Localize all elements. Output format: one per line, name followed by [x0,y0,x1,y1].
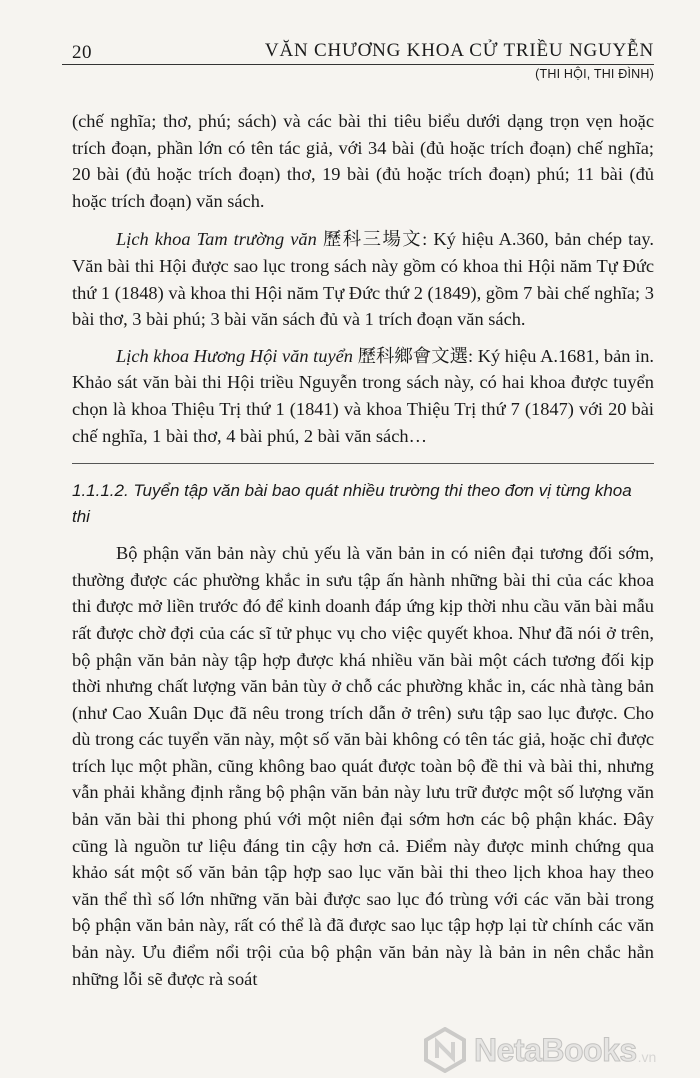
page-header [62,30,654,82]
section-heading: 1.1.1.2. Tuyển tập văn bài bao quát nhiều trường thi theo đơn vị từng khoa thi [72,463,654,530]
paragraph-2 [72,226,654,332]
book-title-huong-hoi-van-tuyen: Lịch khoa Hương Hội văn tuyển [116,345,353,366]
watermark [422,1024,690,1076]
page-body [72,108,654,992]
watermark-suffix: .vn [637,1049,657,1065]
paragraph-1: (chế nghĩa; thơ, phú; sách) và các bài thi tiêu biểu dưới dạng trọn vẹn hoặc trích đoạn, phần lớn có tên tác giả, với 34 bài (đủ hoặc trích đoạn) chế nghĩa; 20 bài (đủ hoặc trích đoạn) thơ, 19 bài (đủ hoặc trích đoạn) phú; 11 bài (đủ hoặc trích đoạn) văn sách. [72,111,654,211]
running-title: VĂN CHƯƠNG KHOA CỬ TRIỀU NGUYỄN [264,40,654,61]
paragraph-3-text: 歷科鄉會文選: Ký hiệu A.1681, bản in. Khảo sát văn bài thi Hội triều Nguyễn trong sách này, có hai khoa được tuyển chọn là khoa Thiệu Trị thứ 1 (1841) và khoa Thiệu Trị thứ 7 (1847) với 20 bài chế nghĩa, 1 bài thơ, 4 bài phú, 2 bài văn sách… [72,345,654,446]
paragraph-4: Bộ phận văn bản này chủ yếu là văn bản in có niên đại tương đối sớm, thường được các phường khắc in sưu tập ấn hành những bài thi của các khoa thi được mở liền trước đó để kinh doanh đáp ứng kịp thời nhu cầu văn bài mẫu rất được chờ đợi của các sĩ tử phục vụ cho việc quyết khoa. Như đã nói ở trên, bộ phận văn bản này tập hợp được khá nhiều văn bài một cách tương đối kịp thời nhưng chất lượng văn bản tùy ở chỗ các phường khắc in, các nhà tàng bản (như Cao Xuân Dục đã nêu trong trích dẫn ở trên) sưu tập sao lục được. Cho dù trong các tuyển văn này, một số văn bài không có tên tác giả, hoặc chỉ được trích lục một phần, cũng không bao quát được toàn bộ đề thi và bài thi, nhưng vẫn phải khẳng định rằng bộ phận văn bản này lưu trữ được một số lượng văn bản văn bài thi phong phú với một niên đại sớm hơn các bộ phận khác. Đây cũng là nguồn tư liệu đáng tin cậy hơn cả. Điểm này được minh chứng qua khảo sát một số văn bản tập hợp sao lục văn bài thi theo lịch khoa hay theo văn thể thì số lớn những văn bài được sao lục đó trùng với các văn bài trong bộ phận văn bản này, rất có thể là đã được sao lục tập hợp lại từ chính các văn bản này. Ưu điểm nổi trội của bộ phận văn bản này là bản in nên chắc hẳn những lỗi sẽ được rà soát [72,543,654,989]
paragraph-3 [72,343,654,449]
paragraph-2-text: 歷科三場文: Ký hiệu A.360, bản chép tay. Văn bài thi Hội được sao lục trong sách này gồm có khoa thi Hội năm Tự Đức thứ 1 (1848) và khoa thi Hội năm Tự Đức thứ 2 (1849), gồm 7 bài chế nghĩa; 3 bài thơ, 3 bài phú; 3 bài văn sách đủ và 1 trích đoạn văn sách. [72,229,655,330]
page-number: 20 [72,42,92,63]
header-divider [62,64,654,65]
watermark-brand: NetaBooks [474,1031,637,1068]
book-title-tam-truong-van: Lịch khoa Tam trường văn [116,229,317,250]
running-subtitle: (THI HỘI, THI ĐÌNH) [535,67,654,81]
netabooks-logo-icon [422,1027,468,1073]
